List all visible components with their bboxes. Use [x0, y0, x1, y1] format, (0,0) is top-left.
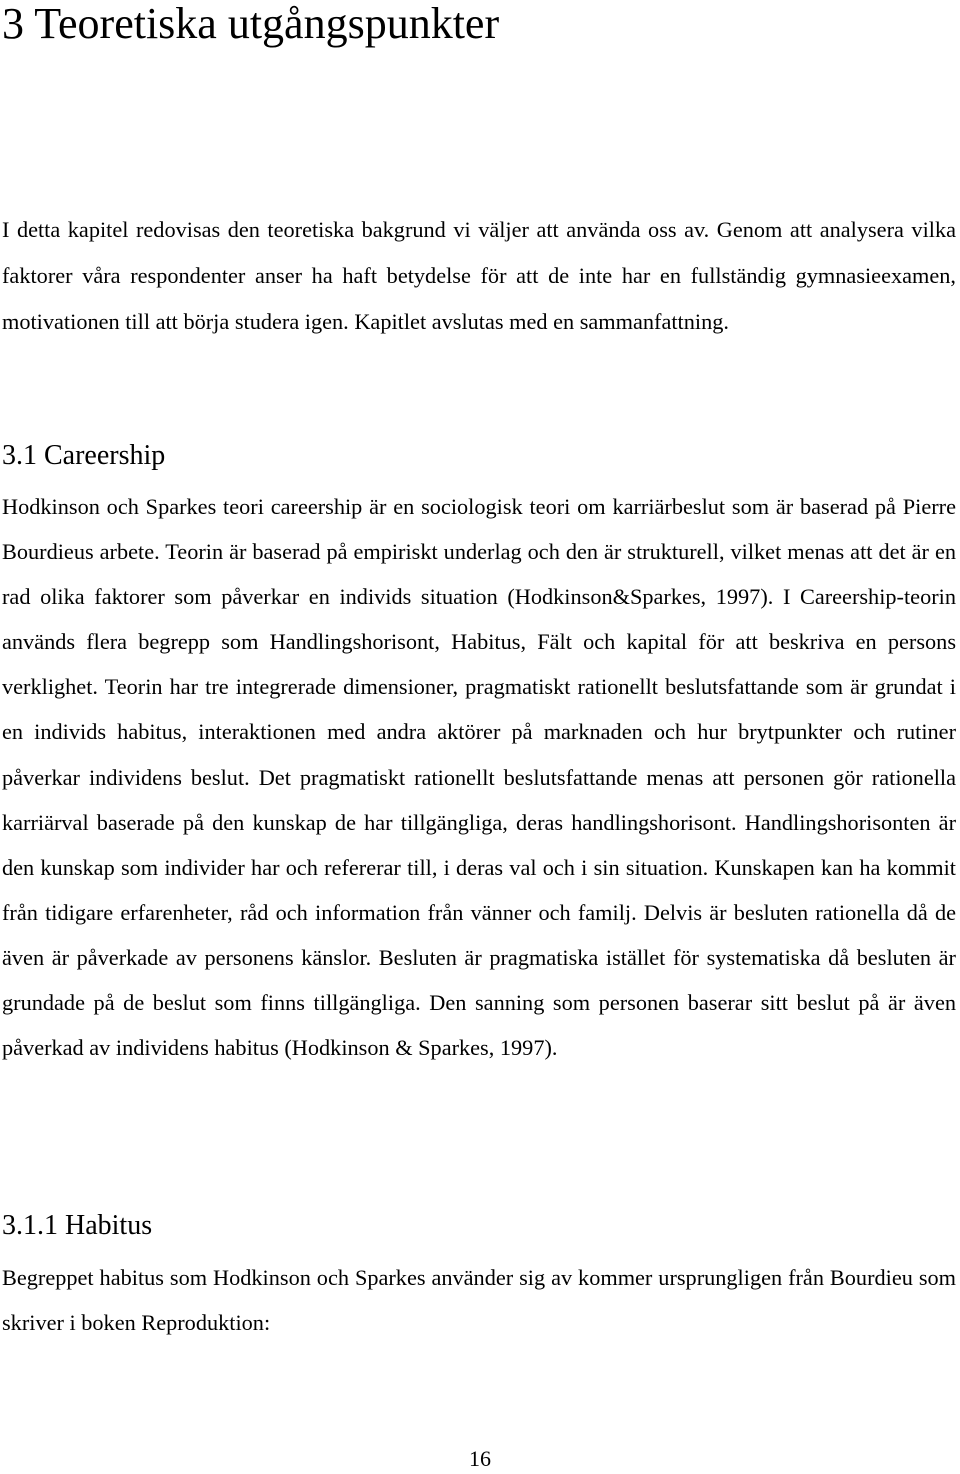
intro-paragraph: I detta kapitel redovisas den teoretiska bakgrund vi väljer att använda oss av. Genom att analysera vilka faktorer våra respondenter anser ha haft betydelse för att de inte har en fullständig gymnasieexamen, motivationen till att börja studera igen. Kapitlet avslutas med en sammanfattning. [2, 217, 956, 334]
chapter-title: 3 Teoretiska utgångspunkter [2, 0, 500, 48]
habitus-paragraph: Begreppet habitus som Hodkinson och Sparkes använder sig av kommer ursprungligen från Bourdieu som skriver i boken Reproduktion: [2, 1265, 956, 1336]
section-heading-habitus: 3.1.1 Habitus [2, 1210, 153, 1241]
page-number: 16 [469, 1446, 491, 1471]
careership-paragraph: Hodkinson och Sparkes teori careership är en sociologisk teori om karriärbeslut som är baserad på Pierre Bourdieus arbete. Teorin är baserad på empiriskt underlag och den är strukturell, vilket menas att det är en rad olika faktorer som påverkar en individs situation (Hodkinson&Sparkes, 1997). I Careership-teorin används flera begrepp som Handlingshorisont, Habitus, Fält och kapital för att beskriva en persons verklighet. Teorin har tre integrerade dimensioner, pragmatiskt rationellt beslutsfattande som är grundat i en individs habitus, interaktionen med andra aktörer på marknaden och hur brytpunkter och rutiner påverkar individens beslut. Det pragmatiskt rationellt beslutsfattande menas att personen gör rationella karriärval baserade på den kunskap de har tillgängliga, deras handlingshorisont. Handlingshorisonten är den kunskap som individer har och refererar till, i deras val och i sin situation. Kunskapen kan ha kommit från tidigare erfarenheter, råd och information från vänner och familj. Delvis är besluten rationella då de även är påverkade av personens känslor. Besluten är pragmatiska istället för systematiska då besluten är grundade på de beslut som finns tillgängliga. Den sanning som personen baserar sitt beslut på är även påverkad av individens habitus (Hodkinson & Sparkes, 1997). [2, 494, 956, 1061]
section-heading-careership: 3.1 Careership [2, 440, 166, 471]
